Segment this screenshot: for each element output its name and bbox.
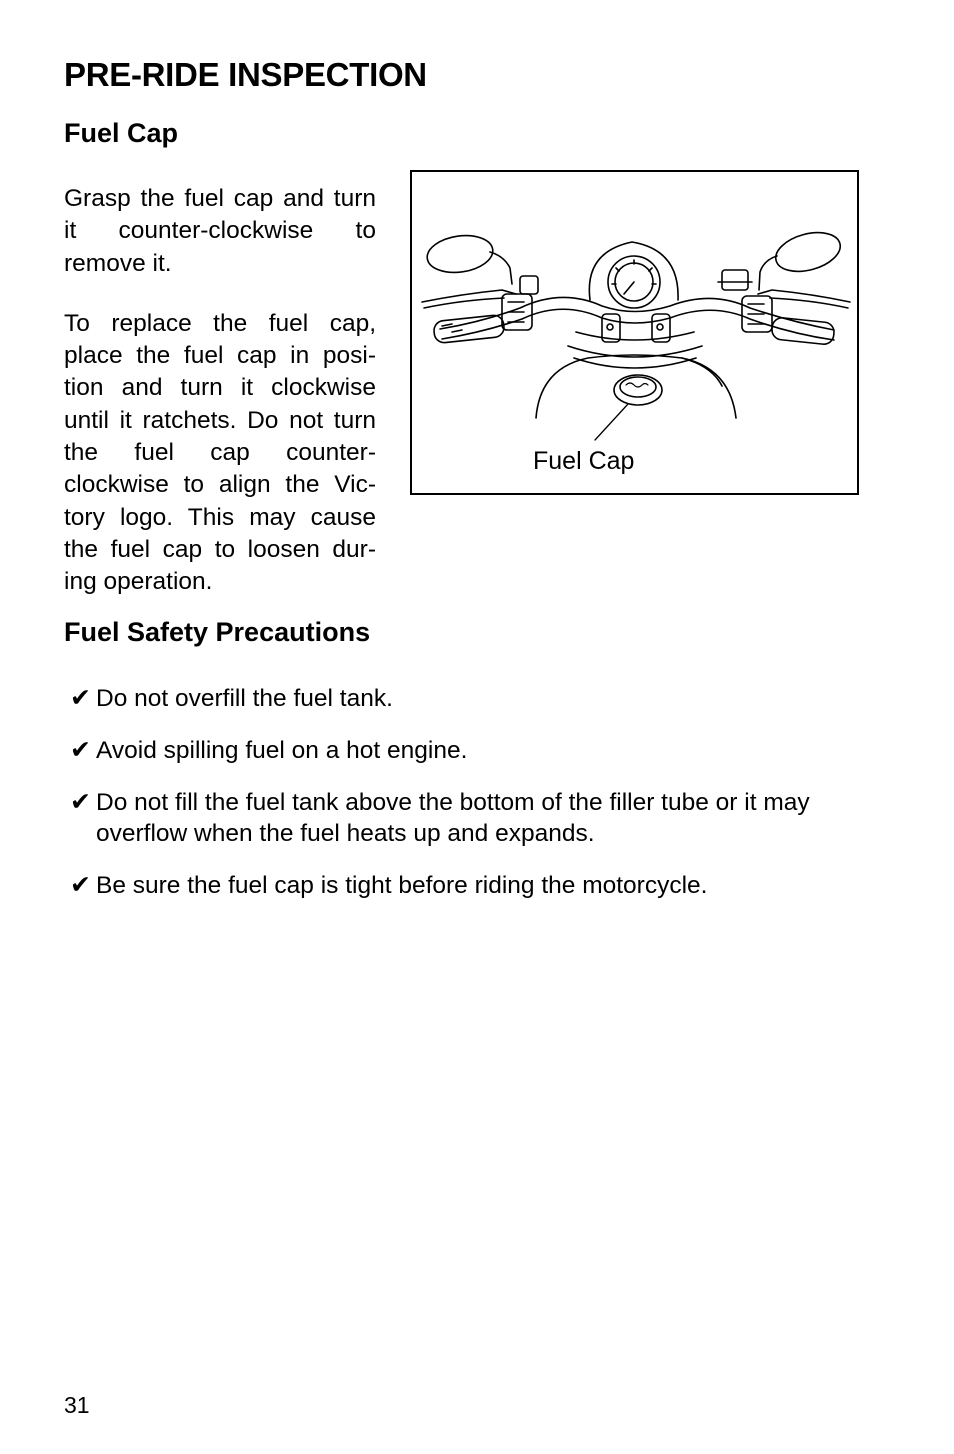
- list-item-text: Avoid spilling fuel on a hot engine.: [96, 737, 468, 764]
- list-item: [70, 787, 890, 849]
- list-item-text: Do not fill the fuel tank above the bottom of the filler tube or it may overflow when the fuel heats up and expands.: [96, 789, 810, 847]
- page-number: 31: [64, 1392, 90, 1418]
- list-item: [70, 683, 890, 714]
- section-heading-fuel-cap: Fuel Cap: [64, 118, 179, 148]
- safety-checklist: [70, 683, 890, 922]
- list-item: [70, 735, 890, 766]
- fuel-cap-illustration: [410, 170, 859, 495]
- paragraph-remove-cap: Grasp the fuel cap and turn it counter-clockwise to remove it.: [64, 185, 376, 277]
- list-item: [70, 870, 890, 901]
- motorcycle-handlebar-drawing: [412, 172, 861, 497]
- list-item-text: Do not overfill the fuel tank.: [96, 685, 393, 712]
- page-title: PRE-RIDE INSPECTION: [64, 56, 427, 93]
- checkmark-icon: ✔: [70, 736, 91, 764]
- paragraph-replace-cap: To replace the fuel cap, place the fuel cap in posi-tion and turn it clockwise until it ratchets. Do not turn the fuel cap counter-clockwise to align the Vic-tory logo. This may cause the fuel cap to loosen dur-ing operation.: [64, 309, 376, 596]
- list-item-text: Be sure the fuel cap is tight before riding the motorcycle.: [96, 872, 708, 899]
- checkmark-icon: ✔: [70, 788, 91, 816]
- checkmark-icon: ✔: [70, 684, 91, 712]
- fuel-cap-callout-label: Fuel Cap: [533, 447, 635, 475]
- fuel-cap-text: [64, 183, 376, 599]
- section-heading-fuel-safety: Fuel Safety Precautions: [64, 617, 371, 647]
- checkmark-icon: ✔: [70, 871, 91, 899]
